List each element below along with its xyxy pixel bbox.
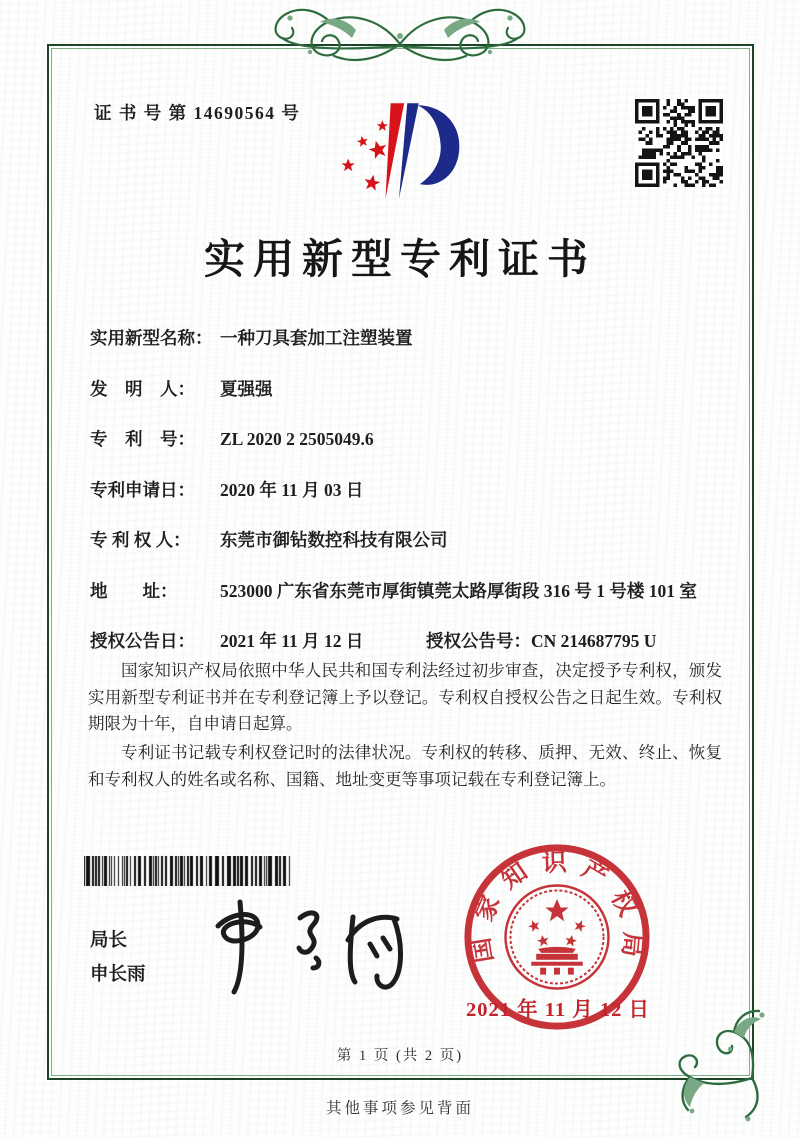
officer-title: 局长 — [90, 931, 128, 951]
back-side-note: 其他事项参见背面 — [325, 1100, 474, 1117]
field-value: 2020 年 11 月 03 日 — [220, 479, 364, 500]
director-signature — [180, 886, 420, 1011]
officer-name: 申长雨 — [90, 965, 146, 986]
field-label: 专利申请日： — [90, 479, 195, 500]
field-value: CN 214687795 U — [531, 631, 657, 651]
field-label: 发 明 人： — [90, 378, 195, 399]
page-indicator: 第 1 页 (共 2 页) — [336, 1048, 464, 1064]
officer-block — [90, 924, 146, 992]
certificate-number: 证 书 号 第 14690564 号 — [94, 103, 301, 123]
cnipa-logo-icon — [332, 95, 468, 207]
qr-code — [635, 99, 723, 187]
field-value: ZL 2020 2 2505049.6 — [220, 429, 374, 449]
field-row-inventor — [90, 377, 720, 402]
certificate-title: 实用新型专利证书 — [204, 236, 596, 282]
field-label: 专 利 权 人： — [90, 530, 191, 550]
field-row-patent-no — [90, 427, 720, 452]
field-value: 东莞市御钻数控科技有限公司 — [220, 530, 448, 550]
field-label: 地 址： — [90, 580, 178, 601]
field-list — [90, 326, 720, 680]
field-value: 夏强强 — [220, 378, 273, 399]
field-row-patentee — [90, 528, 720, 553]
field-row-address — [90, 579, 720, 604]
field-row-name — [90, 326, 720, 351]
field-label: 授权公告日： — [90, 631, 195, 651]
seal-ring-text: 国家知识产权局 — [467, 849, 647, 965]
field-value: 一种刀具套加工注塑装置 — [220, 328, 413, 348]
barcode — [84, 856, 292, 886]
field-label: 授权公告号： — [426, 631, 531, 651]
field-label: 专 利 号： — [90, 429, 195, 449]
field-row-grant — [90, 629, 720, 654]
field-value: 2021 年 11 月 12 日 — [220, 631, 364, 651]
field-label: 实用新型名称： — [90, 328, 213, 348]
paragraph-register-statement: 专利证书记载专利权登记时的法律状况。专利权的转移、质押、无效、终止、恢复和专利权人的姓名或名称、国籍、地址变更等事项记载在专利登记簿上。 — [88, 743, 722, 789]
legal-paragraphs — [88, 658, 722, 796]
field-row-filing-date — [90, 478, 720, 503]
seal-date: 2021 年 11 月 12 日 — [466, 999, 650, 1021]
paragraph-grant-statement: 国家知识产权局依照中华人民共和国专利法经过初步审查，决定授予专利权，颁发实用新型专利证书并在专利登记簿上予以登记。专利权自授权公告之日起生效。专利权期限为十年，自申请日起算。 — [88, 661, 722, 734]
field-value: 523000 广东省东莞市厚街镇莞太路厚街段 316 号 1 号楼 101 室 — [220, 580, 697, 601]
